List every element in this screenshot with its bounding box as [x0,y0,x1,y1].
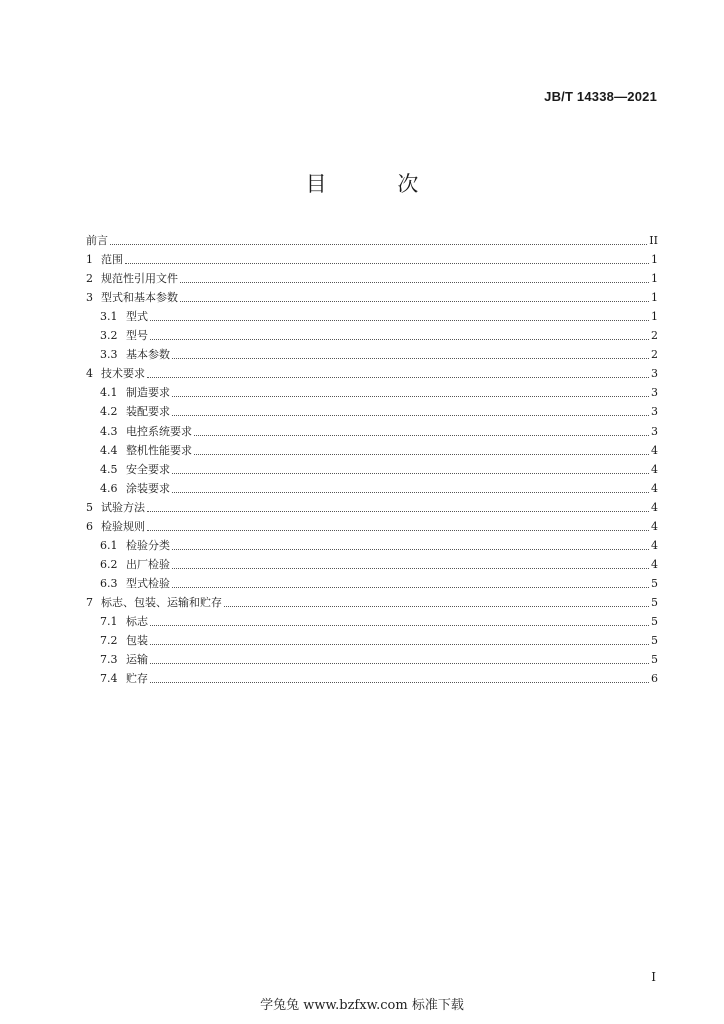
toc-dot-leader [172,473,649,474]
toc-dot-leader [172,549,649,550]
toc-entry-number: 4.6 [100,481,118,495]
toc-entry-label: 制造要求 [126,386,170,400]
toc-dot-leader [172,415,649,416]
toc-entry-label: 整机性能要求 [126,443,192,457]
toc-entry [86,477,658,496]
toc-entry-label: 前言 [86,234,108,248]
toc-entry [86,419,658,438]
toc-entry-label: 型式 [126,310,148,324]
toc-dot-leader [150,625,649,626]
toc-dot-leader [150,644,649,645]
toc-entry-label: 装配要求 [126,405,170,419]
watermark-text: 学兔兔 www.bzfxw.com 标准下载 [260,998,464,1013]
toc-entry [86,343,658,362]
toc-dot-leader [172,492,649,493]
toc-entry-number: 7 [86,595,93,609]
toc-entry-number: 5 [86,500,93,514]
toc-dot-leader [147,511,649,512]
toc-entry-label: 型号 [126,329,148,343]
toc-entry-page: 4 [651,462,658,476]
toc-entry [86,648,658,667]
toc-entry-page: 4 [651,500,658,514]
toc-entry-number: 6.1 [100,538,118,552]
toc-entry-label: 型式和基本参数 [101,291,178,305]
toc-entry [86,439,658,458]
toc-dot-leader [172,396,649,397]
toc-entry-number: 4.4 [100,443,118,457]
toc-entry-label: 规范性引用文件 [101,272,178,286]
toc-entry-number: 7.2 [100,634,118,648]
page-title: 目 次 [305,172,451,196]
toc-entry-number: 7.3 [100,653,118,667]
toc-entry [86,400,658,419]
toc-dot-leader [150,339,649,340]
toc-dot-leader [172,568,649,569]
toc-entry-number: 1 [86,253,93,267]
toc-entry [86,553,658,572]
toc-entry-label: 型式检验 [126,576,170,590]
toc-entry-page: 2 [651,329,658,343]
toc-entry [86,667,658,686]
toc-entry-number: 4 [86,367,93,381]
toc-entry-page: 1 [651,291,658,305]
toc-entry-page: 4 [651,538,658,552]
toc-entry-page: 4 [651,557,658,571]
toc-entry [86,496,658,515]
toc-entry-label: 电控系统要求 [126,424,192,438]
toc-entry-page: 1 [651,310,658,324]
toc-dot-leader [180,301,649,302]
toc-entry-page: 1 [651,272,658,286]
toc-entry-label: 检验规则 [101,519,145,533]
toc-entry-label: 运输 [126,653,148,667]
toc-entry-page: 5 [651,634,658,648]
toc-entry [86,572,658,591]
toc-entry-page: 3 [651,386,658,400]
toc-entry [86,515,658,534]
toc-entry-page: 5 [651,576,658,590]
toc-entry-number: 3.3 [100,348,118,362]
toc-entry-page: II [649,234,658,248]
toc-entry-label: 出厂检验 [126,557,170,571]
toc-entry-label: 试验方法 [101,500,145,514]
toc-entry-number: 4.2 [100,405,118,419]
toc-entry [86,286,658,305]
toc-entry-label: 贮存 [126,672,148,686]
document-code: JB/T 14338—2021 [544,89,657,104]
toc-entry-page: 4 [651,481,658,495]
toc-entry-number: 4.3 [100,424,118,438]
page-number: I [651,970,656,984]
toc-entry [86,458,658,477]
toc-dot-leader [172,358,649,359]
toc-entry [86,362,658,381]
toc-entry [86,591,658,610]
toc-entry-number: 4.1 [100,386,118,400]
toc-entry-number: 4.5 [100,462,118,476]
toc-dot-leader [150,663,649,664]
toc-entry-label: 安全要求 [126,462,170,476]
toc-dot-leader [224,606,649,607]
toc-entry-label: 涂装要求 [126,481,170,495]
toc-entry-page: 2 [651,348,658,362]
toc-entry-number: 7.1 [100,614,118,628]
toc-entry [86,267,658,286]
toc-dot-leader [150,682,649,683]
toc-entry-number: 6 [86,519,93,533]
toc-entry [86,629,658,648]
toc-entry-page: 5 [651,614,658,628]
toc-entry [86,305,658,324]
toc-dot-leader [147,530,649,531]
table-of-contents [86,229,658,686]
toc-entry-number: 3 [86,291,93,305]
toc-dot-leader [150,320,649,321]
toc-entry-page: 1 [651,253,658,267]
toc-entry-label: 标志 [126,614,148,628]
toc-entry-page: 6 [651,672,658,686]
toc-dot-leader [125,263,649,264]
toc-dot-leader [180,282,649,283]
toc-entry-page: 4 [651,519,658,533]
toc-entry [86,381,658,400]
toc-entry [86,324,658,343]
toc-entry-page: 5 [651,653,658,667]
toc-dot-leader [194,435,649,436]
toc-entry [86,534,658,553]
toc-entry-label: 包装 [126,634,148,648]
toc-entry-number: 6.3 [100,576,118,590]
toc-entry-label: 检验分类 [126,538,170,552]
toc-entry [86,248,658,267]
toc-entry [86,229,658,248]
toc-entry-page: 3 [651,424,658,438]
toc-entry-label: 基本参数 [126,348,170,362]
toc-entry-number: 7.4 [100,672,118,686]
toc-entry [86,610,658,629]
toc-entry-label: 标志、包装、运输和贮存 [101,595,222,609]
toc-entry-page: 3 [651,405,658,419]
toc-entry-number: 3.1 [100,310,118,324]
toc-dot-leader [172,587,649,588]
toc-entry-page: 4 [651,443,658,457]
toc-entry-page: 3 [651,367,658,381]
toc-entry-label: 范围 [101,253,123,267]
toc-entry-label: 技术要求 [101,367,145,381]
toc-dot-leader [194,454,649,455]
toc-entry-number: 6.2 [100,557,118,571]
toc-entry-number: 3.2 [100,329,118,343]
toc-entry-number: 2 [86,272,93,286]
toc-entry-page: 5 [651,595,658,609]
toc-dot-leader [147,377,649,378]
toc-dot-leader [110,244,647,245]
